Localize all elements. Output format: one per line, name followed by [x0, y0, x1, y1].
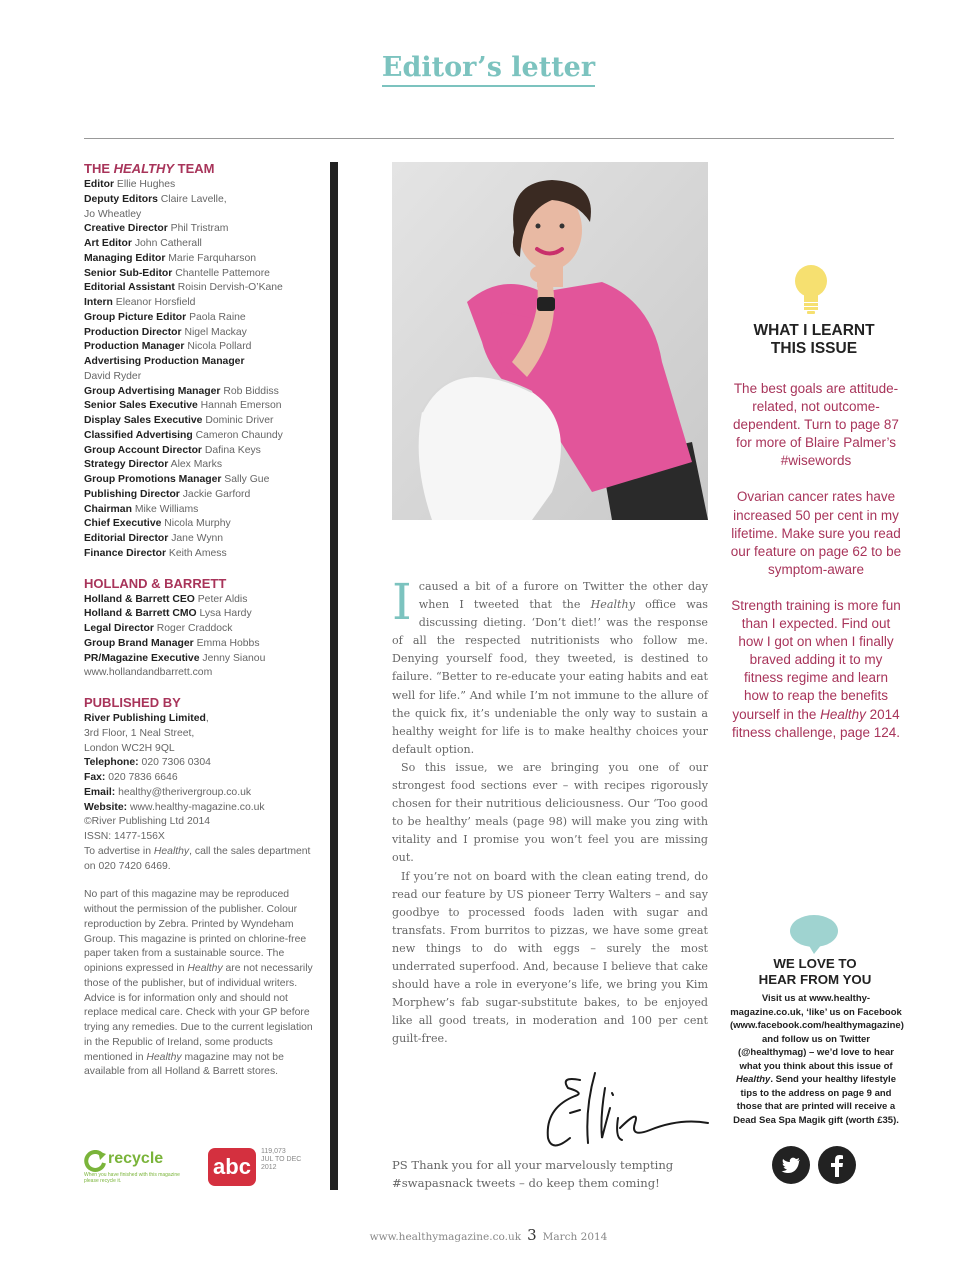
credit-role: Group Promotions Manager: [84, 474, 222, 485]
credit-row: [84, 547, 316, 562]
publisher-block: River Publishing Limited, 3rd Floor, 1 Neal Street, London WC2H 9QL Telephone: 020 7306 0304 Fax: 020 7836 6646 Email: healthy@therivergroup.co.uk Website: www.healthy-magazine.co.uk ©River Publishing Ltd 2014 ISSN: 1477-156X To advertise in Healthy, call the sales department on 020 7420 6469.: [84, 712, 316, 874]
contact-title: WE LOVE TO HEAR FROM YOU: [758, 956, 872, 987]
credit-name: www.healthy-magazine.co.uk: [130, 801, 265, 813]
credit-row: [84, 296, 316, 311]
credit-row: [84, 340, 316, 355]
credit-row: [84, 801, 316, 816]
letter-paragraph: Icaused a bit of a furore on Twitter the other day when I tweeted that the Healthy office was discussing dieting. ‘Don’t diet!’ was the response of all the respected nutritionists who follow me. Denying yourself food, they tweeted, is destined to failure. “Better to re-educate your eating habits and eat well for life.” And while I’m not immune to the allure of the quick fix, it’s undeniable the only way to sustain a healthy weight for life is to make healthy choices your default option.: [392, 573, 708, 756]
credit-role: Group Brand Manager: [84, 637, 194, 649]
team-list: [84, 178, 316, 562]
masthead-column: [84, 160, 316, 1080]
credit-role: Art Editor: [84, 238, 132, 249]
letter-paragraph: So this issue, we are bringing you one of our strongest food sections ever – with recipes rigorously chosen for their nutritious deliciousness. Our ‘Too good to be healthy’ meals (page 98) will make you zing with vitality and I promise you won’t feel you are missing out.: [392, 760, 708, 865]
credit-row: [84, 399, 316, 414]
credit-role: Managing Editor: [84, 252, 166, 264]
credit-role: Editorial Director: [84, 533, 169, 544]
credit-name: Sally Gue: [224, 474, 270, 485]
credit-row: [84, 252, 316, 267]
credit-role: Intern: [84, 297, 113, 308]
credit-row: [84, 193, 316, 208]
credit-name: Peter Aldis: [197, 593, 248, 605]
publisher-name: River Publishing Limited: [84, 713, 206, 724]
credit-row: [84, 756, 316, 771]
credit-row: [84, 281, 316, 296]
hb-list: [84, 593, 316, 682]
credit-row: [84, 637, 316, 652]
credit-name: Lysa Hardy: [199, 608, 252, 620]
footer-date: March 2014: [542, 1231, 608, 1243]
credit-name: Ellie Hughes: [116, 179, 176, 190]
credit-row: [84, 652, 316, 667]
credit-row: [84, 473, 316, 488]
credit-row: [84, 444, 316, 459]
credit-role: Advertising Production Manager: [84, 356, 245, 367]
footer-url: www.healthymagazine.co.uk: [369, 1231, 522, 1243]
abc-circulation: 119,073 JUL TO DEC 2012: [261, 1148, 302, 1171]
credit-name: Keith Amess: [168, 547, 227, 559]
credit-name: David Ryder: [84, 370, 142, 382]
credit-role: Production Director: [84, 326, 182, 338]
credit-name: Paola Raine: [189, 311, 246, 323]
credit-role: Group Picture Editor: [84, 311, 187, 323]
credit-role: Classified Advertising: [84, 429, 193, 441]
hb-heading: HOLLAND & BARRETT: [84, 575, 227, 591]
recycle-logo: recycle When you have finished with this magazine please recycle it.: [84, 1150, 194, 1184]
credit-role: Telephone:: [84, 757, 139, 769]
credit-name: Hannah Emerson: [200, 400, 282, 412]
credit-row: [84, 222, 316, 237]
credit-name: Roisin Dervish-O’Kane: [177, 282, 283, 294]
credit-name: 020 7306 0304: [141, 757, 211, 769]
page-number: 3: [527, 1226, 537, 1244]
credit-name: Eleanor Horsfield: [115, 297, 196, 308]
logo-strip: [84, 1148, 314, 1188]
credit-role: Publishing Director: [84, 488, 180, 500]
credit-name: Alex Marks: [170, 459, 223, 471]
credit-row: [84, 488, 316, 503]
credit-name: Nicola Pollard: [187, 341, 252, 353]
recycle-note: When you have finished with this magazine please recycle it.: [84, 1172, 180, 1184]
advertise-note: To advertise in Healthy, call the sales department on 020 7420 6469.: [84, 845, 311, 872]
credit-role: Holland & Barrett CMO: [84, 608, 197, 620]
credit-name: Dominic Driver: [205, 415, 274, 426]
credit-role: Legal Director: [84, 623, 154, 634]
credit-row: [84, 622, 316, 637]
credit-row: [84, 593, 316, 608]
credit-role: Finance Director: [84, 547, 166, 559]
credit-role: Website:: [84, 801, 128, 813]
credit-row: [84, 370, 316, 385]
credit-row: [84, 458, 316, 473]
credit-name: Marie Farquharson: [168, 252, 257, 264]
top-rule: [84, 138, 894, 139]
abc-logo: abc: [208, 1148, 256, 1186]
credit-role: Group Account Director: [84, 444, 202, 456]
published-heading: PUBLISHED BY: [84, 695, 181, 710]
credit-name: Roger Craddock: [156, 623, 233, 634]
credit-role: Strategy Director: [84, 459, 169, 471]
signature-handwriting: [540, 1068, 710, 1158]
issn: ISSN: 1477-156X: [84, 831, 165, 842]
editor-photo: [392, 162, 708, 520]
credit-row: [84, 385, 316, 400]
credit-name: Cameron Chaundy: [195, 429, 283, 441]
credit-name: Dafina Keys: [204, 444, 261, 456]
learnt-item: Ovarian cancer rates have increased 50 per cent in my lifetime. Make sure you read our feature on page 62 to be symptom-aware: [730, 489, 902, 577]
credit-row: [84, 666, 316, 681]
contact-info: Visit us at www.healthy-magazine.co.uk, ‘like’ us on Facebook (www.facebook.com/healthymagazine) and follow us on Twitter (@healthymag) – we’d love to hear what you think about this issue of Healthy. Send your healthy lifestyle tips to the address on page 9 and those that are printed will receive a Dead Sea Spa Magik gift (worth £35).: [730, 993, 904, 1126]
letter-paragraph: If you’re not on board with the clean eating trend, do read our feature by US pioneer Terry Walters – and say goodbye to processed foods laden with sugar and transfats. From burritos to pizzas, we have some great new things to do with eggs – surely the most underrated superfood. And, because I believe that cake should have a role in everyone’s life, we bring you Kim Morphew’s fab sugar-substitute bakes, to be enjoyed like all good treats, in moderation and 100 per cent guilt-free.: [392, 869, 708, 1046]
credit-name: 020 7836 6646: [108, 772, 178, 783]
column-divider: [330, 162, 338, 1190]
drop-cap: I: [392, 573, 412, 631]
credit-name: Mike Williams: [134, 503, 199, 515]
credit-row: [84, 237, 316, 252]
credit-row: [84, 208, 316, 223]
credit-name: Jane Wynn: [171, 533, 224, 544]
credit-role: Group Advertising Manager: [84, 385, 221, 397]
learnt-title: WHAT I LEARNT THIS ISSUE: [753, 322, 875, 357]
credit-role: Senior Sub-Editor: [84, 267, 173, 279]
credit-role: Display Sales Executive: [84, 415, 203, 426]
credit-role: Production Manager: [84, 341, 185, 353]
learnt-item: The best goals are attitude-related, not outcome-dependent. Turn to page 87 for more of Blaire Palmer’s #wisewords: [733, 381, 899, 469]
team-heading: THE HEALTHY TEAM: [84, 161, 215, 176]
twitter-icon[interactable]: [772, 1146, 810, 1184]
editor-signature: [540, 1068, 710, 1163]
credit-row: [84, 267, 316, 282]
page-title: Editor’s letter: [0, 52, 977, 83]
credit-row: [84, 771, 316, 786]
credit-role: Chairman: [84, 503, 132, 515]
credit-name: Rob Biddiss: [223, 385, 279, 397]
credit-role: Editorial Assistant: [84, 282, 175, 294]
credit-name: www.hollandandbarrett.com: [84, 667, 213, 679]
credit-role: Chief Executive: [84, 518, 162, 530]
credit-name: Emma Hobbs: [196, 637, 260, 649]
postscript: PS Thank you for all your marvelously tempting #swapasnack tweets – do keep them coming!: [392, 1158, 674, 1190]
social-icons: [772, 1146, 860, 1184]
credit-role: Editor: [84, 179, 115, 190]
credit-name: John Catherall: [134, 238, 202, 249]
speech-bubble-icon: [788, 914, 840, 959]
credit-role: PR/Magazine Executive: [84, 652, 200, 664]
credit-role: Senior Sales Executive: [84, 400, 198, 412]
credit-row: [84, 532, 316, 547]
copyright: ©River Publishing Ltd 2014: [84, 816, 211, 828]
legal-disclaimer: No part of this magazine may be reproduced without the permission of the publisher. Colour reproduction by Zebra. Printed by Wyndeham Group. This magazine is printed on chlorine-free paper taken from a sustainable source. The opinions expressed in Healthy are not necessarily those of the publisher, but of individual writers. Advice is for information only and should not replace medical care. Check with your GP before trying any remedies. Due to the current legislation in the Republic of Ireland, some products mentioned in Healthy magazine may not be available from all Holland & Barrett stores.: [84, 889, 313, 1078]
credit-name: Jenny Sianou: [202, 652, 266, 664]
credit-name: healthy@therivergroup.co.uk: [118, 786, 252, 798]
credit-row: [84, 786, 316, 801]
recycle-arrow-icon: [84, 1150, 108, 1172]
credit-name: Jackie Garford: [182, 488, 251, 500]
credit-row: [84, 503, 316, 518]
learnt-item: Strength training is more fun than I expected. Find out how I got on when I finally braved adding it to my fitness regime and learn how to reap the benefits yourself in the Healthy 2014 fitness challenge, page 124.: [731, 597, 901, 740]
credit-row: [84, 607, 316, 622]
editor-portrait-illustration: [392, 162, 708, 520]
credit-name: Phil Tristram: [170, 223, 229, 235]
credit-name: Claire Lavelle,: [160, 193, 227, 205]
credit-row: [84, 414, 316, 429]
credit-name: Jo Wheatley: [84, 208, 142, 220]
credit-role: Creative Director: [84, 223, 168, 235]
credit-name: Chantelle Pattemore: [175, 267, 270, 279]
editor-letter: [392, 573, 708, 1048]
credit-role: Holland & Barrett CEO: [84, 593, 195, 605]
credit-role: Fax:: [84, 772, 106, 783]
lightbulb-icon: [793, 264, 829, 319]
credit-row: [84, 326, 316, 341]
credit-name: Nigel Mackay: [184, 326, 247, 338]
learnt-list: [730, 380, 902, 760]
credit-role: Deputy Editors: [84, 193, 158, 205]
credit-role: Email:: [84, 786, 116, 798]
facebook-icon[interactable]: [818, 1146, 856, 1184]
page-footer: [0, 1226, 977, 1244]
credit-row: [84, 517, 316, 532]
address-line: London WC2H 9QL: [84, 742, 175, 754]
address-line: 3rd Floor, 1 Neal Street,: [84, 727, 195, 739]
credit-row: [84, 355, 316, 370]
credit-row: [84, 311, 316, 326]
credit-row: [84, 429, 316, 444]
credit-name: Nicola Murphy: [164, 518, 231, 530]
credit-row: [84, 178, 316, 193]
